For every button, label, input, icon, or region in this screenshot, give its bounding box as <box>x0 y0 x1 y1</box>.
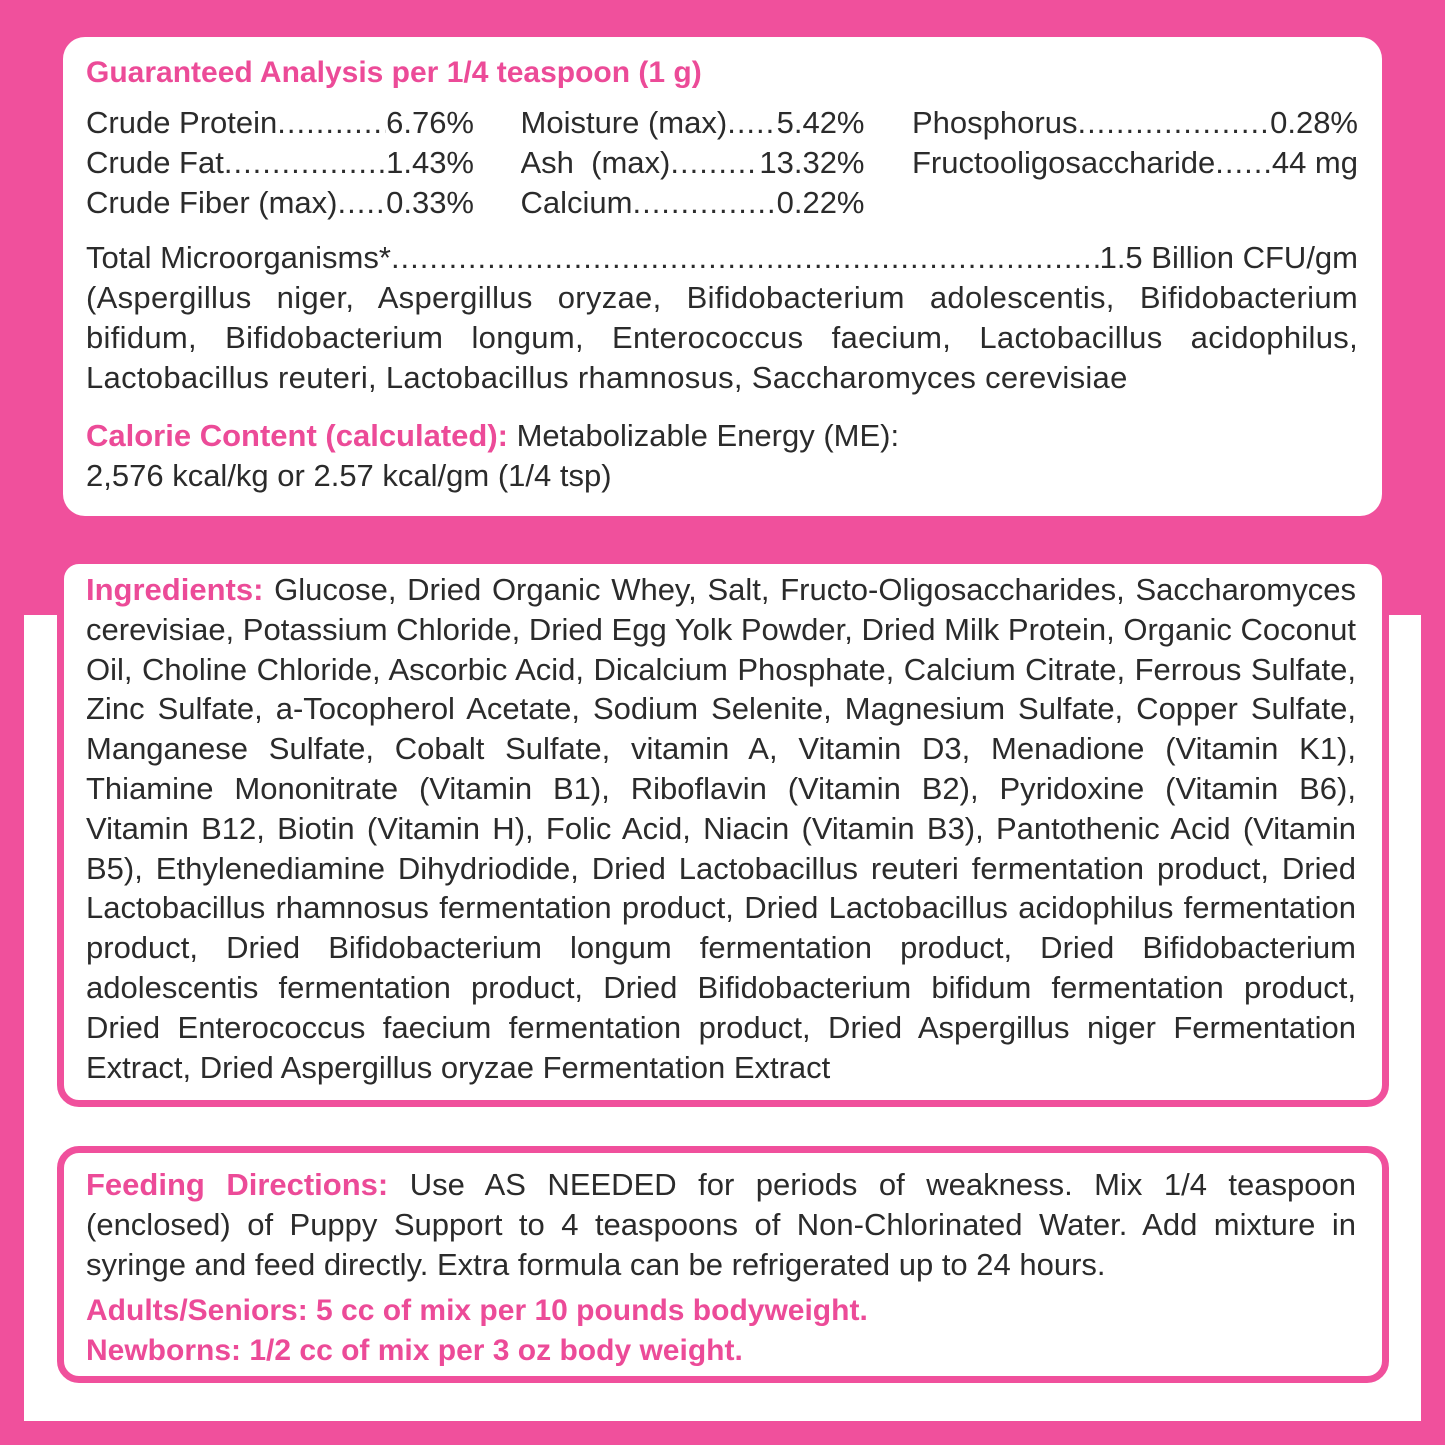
dot-leader <box>277 103 386 143</box>
calorie-line-1 <box>86 416 1358 456</box>
feeding-directions-text-block <box>86 1165 1356 1285</box>
nutrient-label: Fructooligosaccharide <box>912 145 1216 180</box>
newborns-dosage: Newborns: 1/2 cc of mix per 3 oz body weight. <box>86 1334 743 1367</box>
nutrient-label: Moisture (max) <box>520 105 728 140</box>
microorganisms-row <box>86 238 1358 278</box>
dot-leader <box>224 143 386 183</box>
nutrient-value: 13.32% <box>759 145 865 180</box>
ingredients-panel <box>57 557 1389 1107</box>
nutrient-row-moisture <box>521 103 865 143</box>
feeding-directions-text: Use AS NEEDED for periods of weakness. Mix 1/4 teaspoon (enclosed) of Puppy Support to 4 teaspoons of Non-Chlorinated Water. Add mixture in syringe and feed directly. Extra formula can be refrigerated up to 24 hours. <box>86 1167 1356 1282</box>
dot-leader <box>632 183 776 223</box>
nutrient-value: 44 mg <box>1271 145 1358 180</box>
nutrient-value: 1.43% <box>386 145 474 180</box>
dot-leader <box>727 103 776 143</box>
nutrient-row-phosphorus <box>912 103 1358 143</box>
microorganisms-value: 1.5 Billion CFU/gm <box>1099 240 1358 275</box>
microorganisms-block <box>86 238 1358 398</box>
nutrient-value: 0.33% <box>386 185 474 220</box>
feeding-directions-panel <box>57 1146 1389 1383</box>
calorie-label: Calorie Content (calculated): <box>86 418 508 453</box>
nutrient-row-fructooligosaccharide <box>912 143 1358 183</box>
calorie-energy-label: Metabolizable Energy (ME): <box>508 418 900 453</box>
ingredients-text-block <box>86 570 1356 1087</box>
nutrient-label: Crude Fat <box>86 145 224 180</box>
nutrient-row-calcium <box>521 183 865 223</box>
dot-leader <box>338 183 387 223</box>
guaranteed-analysis-panel <box>63 37 1382 516</box>
nutrient-label: Ash (max) <box>520 145 671 180</box>
nutrient-label: Calcium <box>520 185 633 220</box>
nutrient-row-ash <box>521 143 865 183</box>
nutrient-value: 6.76% <box>386 105 474 140</box>
dot-leader <box>1215 143 1272 183</box>
calorie-content <box>86 416 1358 496</box>
microorganisms-species: (Aspergillus niger, Aspergillus oryzae, Bifidobacterium adolescentis, Bifidobacterium bifidum, Bifidobacterium longum, Enterococcus faecium, Lactobacillus acidophilus, Lactobacillus reuteri, Lactobacillus rhamnosus, Saccharomyces cerevisiae <box>86 280 1358 395</box>
nutrient-label: Crude Fiber (max) <box>86 185 338 220</box>
nutrient-column <box>912 103 1358 223</box>
nutrient-grid <box>86 103 1358 223</box>
dot-leader <box>1077 103 1270 143</box>
ingredients-label: Ingredients: <box>86 572 264 607</box>
nutrient-value: 0.22% <box>776 185 865 220</box>
feeding-directions-label: Feeding Directions: <box>86 1167 389 1202</box>
dot-leader <box>670 143 759 183</box>
dot-leader <box>391 238 1100 278</box>
nutrient-label: Phosphorus <box>912 105 1078 140</box>
nutrient-value: 0.28% <box>1270 105 1358 140</box>
nutrient-value: 5.42% <box>776 105 865 140</box>
ingredients-list: Glucose, Dried Organic Whey, Salt, Fructo-Oligosaccharides, Saccharomyces cerevisiae, Potassium Chloride, Dried Egg Yolk Powder, Dried Milk Protein, Organic Coconut Oil, Choline Chloride, Ascorbic Acid, Dicalcium Phosphate, Calcium Citrate, Ferrous Sulfate, Zinc Sulfate, a-Tocopherol Acetate, Sodium Selenite, Magnesium Sulfate, Copper Sulfate, Manganese Sulfate, Cobalt Sulfate, vitamin A, Vitamin D3, Menadione (Vitamin K1), Thiamine Mononitrate (Vitamin B1), Riboflavin (Vitamin B2), Pyridoxine (Vitamin B6), Vitamin B12, Biotin (Vitamin H), Folic Acid, Niacin (Vitamin B3), Pantothenic Acid (Vitamin B5), Ethylenediamine Dihydriodide, Dried Lactobacillus reuteri fermentation product, Dried Lactobacillus rhamnosus fermentation product, Dried Lactobacillus acidophilus fermentation product, Dried Bifidobacterium longum fermentation product, Dried Bifidobacterium adolescentis fermentation product, Dried Bifidobacterium bifidum fermentation product, Dried Enterococcus faecium fermentation product, Dried Aspergillus niger Fermentation Extract, Dried Aspergillus oryzae Fermentation Extract <box>86 572 1356 1085</box>
nutrient-column <box>86 103 474 223</box>
nutrient-column <box>521 103 865 223</box>
nutrient-row-crude-fiber <box>86 183 474 223</box>
microorganisms-label: Total Microorganisms* <box>86 240 391 275</box>
nutrient-row-crude-fat <box>86 143 474 183</box>
adults-seniors-dosage: Adults/Seniors: 5 cc of mix per 10 pounds bodyweight. <box>86 1294 868 1327</box>
nutrient-label: Crude Protein <box>86 105 278 140</box>
calorie-value: 2,576 kcal/kg or 2.57 kcal/gm (1/4 tsp) <box>86 458 612 493</box>
guaranteed-analysis-title: Guaranteed Analysis per 1/4 teaspoon (1 g) <box>86 56 702 89</box>
nutrient-row-crude-protein <box>86 103 474 143</box>
